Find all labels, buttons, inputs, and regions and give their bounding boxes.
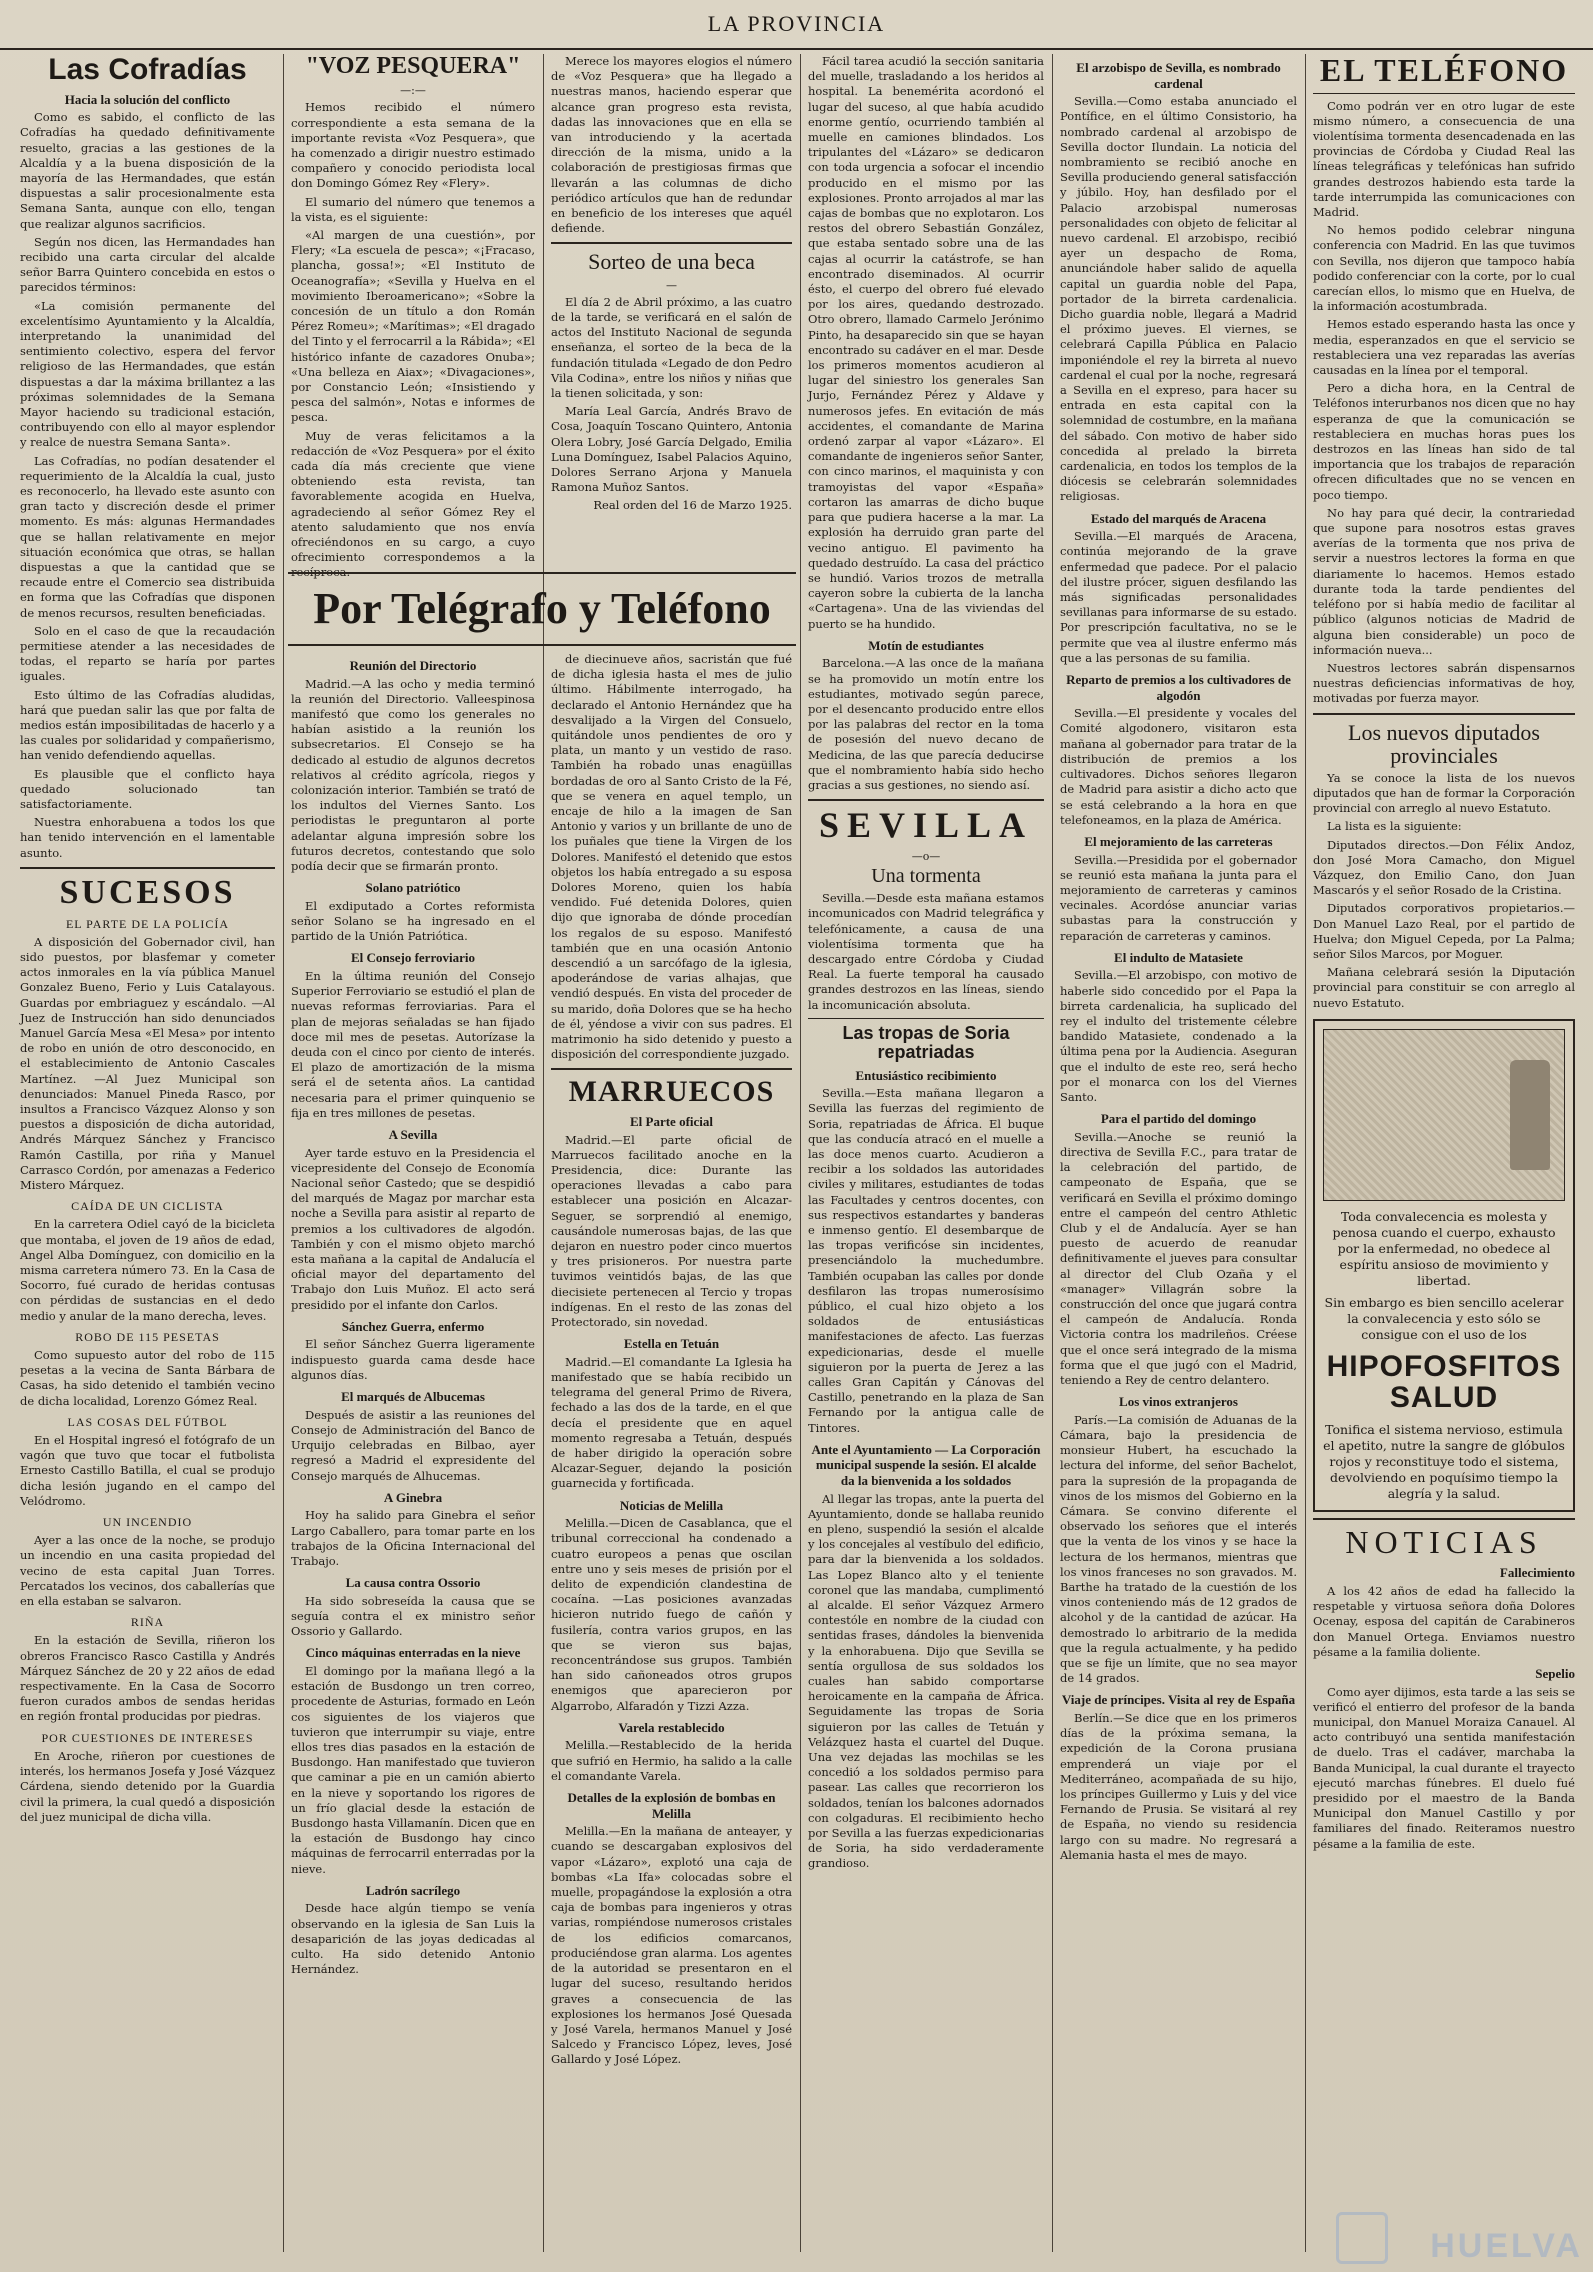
paragraph: Melilla.—En la mañana de anteayer, y cuando se descargaban explosivos del vapor «Lázaro», explotó una caja de bombas «La Ifa» colocadas sobre el muelle, propagándose la explosión a otra caja de bombas para ingenieros y otras varias, rompiéndose numerosos cristales de los edificios comarcanos, produciéndose gran alarma. Los agentes de la autoridad se presentaron en el lugar del suceso, resultando heridos graves a consecuencia de las explosiones los hermanos José Quesada y José Varela, hermanos Manuel y José Salcedo y Francisco López, leves, José Gallardo y José López.: [551, 1824, 792, 2067]
paragraph: Ha sido sobreseída la causa que se seguía contra el ex ministro señor Ossorio y Gallardo.: [291, 1593, 535, 1639]
section-head: Noticias de Melilla: [619, 1497, 724, 1513]
paragraph: Real orden del 16 de Marzo 1925.: [593, 498, 792, 513]
section-head: Para el partido del domingo: [1100, 1111, 1257, 1127]
paragraph: Melilla.—Restablecido de la herida que sufrió en Hermio, ha salido a la calle el comandante Varela.: [551, 1738, 792, 1783]
paragraph: Sevilla.—Esta mañana llegaron a Sevilla las fuerzas del regimiento de Soria, repatriadas de África. El buque que las conducía atracó en el muelle a las doce menos cuarto. Acudieron a recibir a los soldados las autoridades civiles y militares, estudiantes de todas las Facultades y centros docentes, con sus respectivos estandartes y banderas e inmenso gentío. El desembarque de las tropas verificóse sin incidentes, presenciándolo la muchedumbre. También ocupaban las calles por donde desfilaron las tropas numerosísimo público, el cual hizo objeto a los soldados de entusiásticas manifestaciones de afecto. Las fuerzas expedicionarias, desde el muelle siguieron por la puerta de Jerez a las calles Gran Capitán y Cánovas del Castillo, penetrando en la plaza de San Fernando por la antigua calle de Tintores.: [808, 1086, 1044, 1435]
paragraph: Es plausible que el conflicto haya quedado solucionado tan satisfactoriamente.: [20, 766, 275, 812]
column-rule: [1305, 54, 1306, 2252]
headline-voz-pesquera: "VOZ PESQUERA": [305, 53, 521, 79]
section-head: Los vinos extranjeros: [1119, 1394, 1238, 1410]
paragraph: Desde hace algún tiempo se venía observando en la iglesia de San Luis la desaparición de las joyas dedicadas al culto. Ha sido detenido Antonio Hernández.: [291, 1901, 535, 1977]
paragraph: París.—La comisión de Aduanas de la Cámara, bajo la presidencia de monsieur Hubert, ha escuchado la lectura del informe, del señor Bachelot, para la supresión de la propaganda de vinos de los mismos del Gobierno en la Cámara. Se convino diferente el observado los señores que el interés que la venta de los vinos y se hace la lectura de los hermanos, mientras que los vinos franceses no son gravados. M. Barthe ha tratado de la cuestión de los vinos conteniendo más de 12 grados de alcohol y de la cantidad de azúcar. Ha demostrado lo arbitrario de la medida que la regula actualmente, y ha pedido que se fije un límite, que no sea mayor de 14 grados.: [1060, 1412, 1297, 1686]
section-head: LAS COSAS DEL FÚTBOL: [67, 1414, 228, 1429]
section-head: EL PARTE DE LA POLICÍA: [65, 916, 230, 931]
column-rule: [1052, 54, 1053, 2252]
paragraph: Al llegar las tropas, ante la puerta del Ayuntamiento, donde se hallaba reunido en pleno, suspendió la sesión el alcalde y los concejales al vestíbulo del edificio, para dar la bienvenida a los soldados. Las Lopez Blanco alto y el teniente coronel que las mandaba, cumplimentó al alcalde. El señor Vázquez Armero contestóle en nombre de la ciudad con sentidas frases, dándoles la bienvenida y la enhorabuena. Dijo que Sevilla se sentía orgullosa de sus soldados los cuales han sabido comportarse heroicamente en la campaña de África. Seguidamente las tropas de Soria siguieron por las calles de Tetuán y Velázquez hasta el cuartel del Duque. Una vez dejadas las mochilas se les concedió a los soldados permiso para pasear. Las calles que recorrieron los soldados, tenían los balcones adornados con colgaduras. El recibimiento hecho por Sevilla a las fuerzas expedicionarias de Soria, ha sido verdaderamente grandioso.: [808, 1491, 1044, 1871]
section-head: POR CUESTIONES DE INTERESES: [41, 1730, 254, 1745]
ad-text: Toda convalecencia es molesta y penosa cuando el cuerpo, exhausto por la enfermedad, no obedece al espíritu ansioso de movimiento y libertad.: [1332, 1208, 1556, 1288]
headline-telefono: EL TELÉFONO: [1319, 52, 1569, 88]
section-head: UN INCENDIO: [102, 1515, 193, 1530]
paragraph: Ayer a las once de la noche, se produjo un incendio en una casita propiedad del vecino de esta capital Juan Torres. Percatados los vecinos, dos caballerías que en ella estaban se salvaron.: [20, 1533, 275, 1609]
section-head: El indulto de Matasiete: [1114, 949, 1243, 965]
paragraph: Merece los mayores elogios el número de «Voz Pesquera» que ha llegado a nuestras manos, haciendo esperar que alcance gran progreso esta revista, dadas las innovaciones que en ella se van introduciendo y la acertada dirección de la misma, unido a la colaboración de prestigiosas firmas que llevarán a las columnas de dicho periódico artículos que han de redundar en beneficio de los intereses que aquél defiende.: [551, 54, 792, 236]
paragraph: Sevilla.—Presidida por el gobernador se reunió esta mañana la junta para el mejoramiento de carreteras y caminos vecinales. Acordóse anunciar varias subastas para la construcción y reparación de carreteras y caminos.: [1060, 852, 1297, 943]
paragraph: Ayer tarde estuvo en la Presidencia el vicepresidente del Consejo de Economía Nacional señor Castedo; que se despidió del marqués de Magaz por marchar esta noche a Sevilla para asistir al reparto de premios a los cultivadores de algodón. También y con el mismo objeto marchó esta mañana a la capital de Andalucía el oficial mayor del departamento del Trabajo don Luis Muñoz. El acto será presidido por el infante don Carlos.: [291, 1145, 535, 1312]
paragraph: Sevilla.—El presidente y vocales del Comité algodonero, visitaron esta mañana al gobernador para tratar de la distribución de premios a los cultivadores. Dichos señores llegaron de Madrid para asistir a dicho acto que se está celebrando a la hora en que telefoneamos, en la plaza de América.: [1060, 706, 1297, 827]
paragraph: Nuestra enhorabuena a todos los que han tenido intervención en el lamentable asunto.: [20, 815, 275, 860]
paragraph: Pero a dicha hora, en la Central de Teléfonos interurbanos nos dicen que no hay esperanza de que la comunicación se restableciera en muchas horas pues los destrozos en las líneas han sido de tal importancia que los trabajos de reparación ofrecen dificultades que no se vencen en poco tiempo.: [1313, 381, 1575, 502]
paragraph: Como es sabido, el conflicto de las Cofradías ha quedado definitivamente resuelto, gracias a las gestiones de la Alcaldía y a la buena disposición de la mayoría de las Hermandades, que están dispuestas a salir procesionalmente esta Semana Santa, aunque con ello, tengan que realizar algunos sacrificios.: [20, 110, 275, 231]
section-head: Ante el Ayuntamiento — La Corporación municipal suspende la sesión. El alcalde da la bienvenida a los soldados: [811, 1441, 1041, 1488]
bottle-icon: [1510, 1060, 1550, 1170]
section-head: Varela restablecido: [618, 1719, 725, 1735]
column-rule: [283, 54, 284, 2252]
section-head: Sánchez Guerra, enfermo: [341, 1318, 485, 1334]
paragraph: Madrid.—El comandante La Iglesia ha manifestado que se había recibido un telegrama del general Primo de Rivera, fechado a las dos de la tarde, en el que decía el presidente que en aquel momento regresaba a Tetuán, después de haber dirigido la operación sobre Alcazar-Seguer, dejando la posición guarnecida y fortificada.: [551, 1354, 792, 1491]
paragraph: Las Cofradías, no podían desatender el requerimiento de la Alcaldía la cual, justo es reconocerlo, ha llevado este asunto con gran tacto y discreción desde el primer momento. Es más: algunas Hermandades que se hallan relativamente en mejor situación económica que otras, se hallan dispuestas a que la cantidad que se recaude entre el Comercio sea distribuida en forma que las Cofradías que disponen de menos recursos, resulten beneficiadas.: [20, 453, 275, 620]
paragraph: Hemos recibido el número correspondiente a esta semana de la importante revista «Voz Pesquera», que ha comenzado a dirigir nuestro estimado compañero y conocido periodista local don Domingo Gómez Rey «Flery».: [291, 100, 535, 191]
paragraph: Hemos estado esperando hasta las once y media, esperanzados en que el servicio se restableciera una vez reparadas las averías causadas en la línea por el temporal.: [1313, 317, 1575, 378]
column-6: [1313, 54, 1575, 2252]
paragraph: En el Hospital ingresó el fotógrafo de un vagón que tuvo que tocar el futbolista Ernesto Castillo Batilla, el cual se produjo dicha lesión jugando en el campo del Velódromo.: [20, 1433, 275, 1508]
paragraph: No hemos podido celebrar ninguna conferencia con Madrid. En las que tuvimos con Sevilla, nos dijeron que tampoco había podido conferenciar con la corte, por lo cual carecían ellos, lo mismo que en Huelva, de la información acostumbrada.: [1313, 223, 1575, 314]
paragraph: El señor Sánchez Guerra ligeramente indispuesto guarda cama desde hace algunos días.: [291, 1337, 535, 1382]
section-head: Reparto de premios a los cultivadores de algodón: [1066, 672, 1291, 703]
ad-brand: HIPOFOSFITOS SALUD: [1326, 1349, 1562, 1415]
dash-separator: —o—: [911, 849, 941, 863]
paragraph: María Leal García, Andrés Bravo de Cosa, Joaquín Toscano Quintero, Antonia Olera Lobry, José García Delgado, Emilia Luna Domínguez, Isabel Palacios Aquino, Dolores Serrano Arjona y Manuela Ramona Muñoz Santos.: [551, 404, 792, 495]
masthead: [0, 0, 1593, 50]
subhead-conflicto: Hacia la solución del conflicto: [64, 91, 231, 107]
section-head: Reunión del Directorio: [349, 658, 477, 673]
paragraph: de diecinueve años, sacristán que fué de dicha iglesia hasta el mes de julio último. Hábilmente interrogado, ha declarado el Antonio Hernández que ha desvalijado a la Virgen del Consuelo, quitándole unos pendientes de oro y plata, un manto y un vestido de raso. También ha robado unas enagüillas bordadas de oro al Santo Cristo de la Fé, que se venera en aquel templo, un encaje de hilo a la imagen de San Antonio y varios y un brillante de uno de los puñales que tiene la Virgen de los Dolores. Manifestó el detenido que estos objetos los había entregado a su esposa Dolores Moreno, quien los había vendido. Fué detenida Dolores, quien dijo que ignoraba de dónde procedían los regalos de su esposo. Manifestó también que en una ocasión Antonio descendió a un sarcófago de la iglesia, apoderándose de varias alhajas, que vendió después. En vista del proceder de su marido, doña Dolores que se ha hecho de él, yéndose a vivir con sus padres. El matrimonio ha sido detenido y puesto a disposición del correspondiente juzgado.: [551, 652, 792, 1062]
paragraph: El día 2 de Abril próximo, a las cuatro de la tarde, se verificará en el salón de actos del Instituto Nacional de segunda enseñanza, el sorteo de la beca de la fundación titulada «Legado de don Pedro Vila Codina», entre los niños y niñas que la tienen solicitada, y son:: [551, 294, 792, 400]
paragraph: Según nos dicen, las Hermandades han recibido una carta circular del alcalde señor Barra Quintero concebida en estos o parecidos términos:: [20, 234, 275, 295]
paragraph: Nuestros lectores sabrán dispensarnos nuestras deficiencias informativas de hoy, motivadas por fuerza mayor.: [1313, 660, 1575, 706]
divider: [808, 799, 1044, 801]
headline-soria: Las tropas de Soria repatriadas: [842, 1022, 1010, 1062]
column-5: [1060, 54, 1297, 2252]
headline-diputados: Los nuevos diputados provinciales: [1348, 719, 1540, 768]
paragraph: En la estación de Sevilla, riñeron los obreros Francisco Rasco Castilla y Andrés Márquez Sánchez de 20 y 22 años de edad respectivamente. En la Casa de Socorro fueron curados ambos de sendas heridas en región frontal producidas por piedras.: [20, 1633, 275, 1724]
paragraph: Melilla.—Dicen de Casablanca, que el tribunal correccional ha condenado a cuatro europeos a penas que oscilan entre uno y seis meses de prisión por el delito de expendición clandestina de cocaína. —Las posiciones avanzadas hicieron nutrido fuego de cañón y fusilería, contra varios grupos, en las que se vieron sus bajas, reconcentrándose sus grupos. También han sido cañoneados otros grupos enemigos que aparecieron por Algarrobo, Alfaradón y Tizzi Azza.: [551, 1516, 792, 1713]
banner-telegrafo: Por Telégrafo y Teléfono: [288, 572, 796, 646]
paragraph: Sevilla.—Anoche se reunió la directiva de Sevilla F.C., para tratar de la celebración del partido, de campeonato de España, que se verificará en Sevilla el próximo domingo entre el campeón del centro Athletic Club y el de Andalucía. Ayer se han puesto de acuerdo de reanudar definitivamente el jueves para consultar al director del Club Ozaña y el «manager» Villagrán sobre la construcción del once que jugará contra el campeón de Andalucía. Ronda Victoria contra los madrileños. Créese que el once será integrado de la misma forma que el que jugó con el Madrid, teniendo a Rey de centro delantero.: [1060, 1129, 1297, 1387]
headline-sucesos: SUCESOS: [59, 873, 236, 911]
paragraph: A los 42 años de edad ha fallecido la respetable y virtuosa señora doña Dolores Ocenay, esposa del capitán de Carabineros don Manuel Ortega. Enviamos nuestro pésame a la familia doliente.: [1313, 1583, 1575, 1659]
headline-noticias: NOTICIAS: [1345, 1523, 1543, 1560]
section-head: Entusiástico recibimiento: [855, 1067, 997, 1083]
section-head: RIÑA: [130, 1615, 165, 1630]
divider: [20, 867, 275, 869]
paragraph: Fácil tarea acudió la sección sanitaria del muelle, trasladando a los heridos al hospital. La benemérita acordonó el lugar del suceso, al que había acudido enorme gentío, ocurriendo también al muelle en camiones blindados. Los tripulantes del «Lázaro» se dedicaron con toda urgencia a sofocar el incendio producido en el mismo por las explosiones. Pronto arrojados al mar las cajas de bombas que no explotaron. Los restos del obrero Sebastián González, que estaba sentado sobre una de las cajas al ocurrir la catástrofe, se han encontrado diseminados. Al ocurrir ésto, el cuerpo del obrero fué elevado por los aires, quedando destrozado. Otro obrero, llamado Carmelo Jerónimo Pinto, ha desaparecido sin que se hayan encontrado su cadáver en el mar. Desde los primeros momentos acudieron al lugar del siniestro los generales San Jurjo, Fernández Pérez y Aldave y numerosos jefes. En evitación de más accidentes, el comandante de Marina ordenó zarpar al vapor «Lázaro». El comandante de ingenieros señor Santer, con cinco marinos, el maquinista y con tramoyistas del vapor «España» cortaron las amarras de dicho buque para que pudiera hacerse a la mar. La explosión ha derruido gran parte del vecino antiguo. El pavimento ha quedado destruído. La casa del práctico se hundió. Varios trozos de metralla cayeron sobre la cubierta de la lancha «Cartagena». Una de las viviendas del puerto se ha hundido.: [808, 54, 1044, 631]
section-head: Viaje de príncipes. Visita al rey de España: [1061, 1692, 1296, 1708]
column-rule: [543, 54, 544, 2252]
paragraph: «La comisión permanente del excelentísimo Ayuntamiento y la Alcaldía, interpretando la unanimidad del sentimiento colectivo, espera del fervor religioso de las Hermandades, que están dispuestas a dar la máxima brillantez a las próximas solemnidades de la Semana Mayor haciendo su tradicional estación, contribuyendo con ello al mayor esplendor y realce de nuestra Semana Santa».: [20, 298, 275, 450]
ad-illustration: [1323, 1029, 1565, 1201]
column-3-bottom: [551, 652, 792, 2252]
paragraph: Sevilla.—Como estaba anunciado el Pontífice, en el último Consistorio, ha nombrado cardenal al arzobispo de Sevilla doctor Ilundain. La noticia del nombramiento se recibió anoche en Sevilla produciendo general satisfacción y júbilo. Hoy, han desfilado por el Palacio arzobispal numerosas personalidades con objeto de felicitar al nuevo cardenal. El arzobispo, recibió ayer un despacho de Roma, anunciándole haber salido de aquella capital un guardia noble del Papa, portador de la birreta cardenalicia. Dicho guardia noble, llegará a Madrid el próximo jueves. El viernes, se celebrará Capilla Pública en Palacio imponiéndole el rey la birreta al nuevo cardenal el cual por la noche, regresará a Sevilla en el expreso, para hacer su entrada en esta capital con la solemnidad de costumbre, en la mañana del sábado. Con motivo de haber sido concedida al prelado la birreta cardenalicia, en todos los templos de la diócesis se celebrarán solemnidades religiosas.: [1060, 94, 1297, 504]
column-3-top: [551, 54, 792, 564]
section-head: Cinco máquinas enterradas en la nieve: [305, 1645, 521, 1661]
paragraph: El exdiputado a Cortes reformista señor Solano se ha ingresado en el partido de la Unión Patriótica.: [291, 898, 535, 944]
section-head: ROBO DE 115 PESETAS: [75, 1329, 220, 1344]
section-head: El Consejo ferroviario: [351, 950, 475, 966]
column-2-top: [291, 53, 535, 580]
paragraph: Solo en el caso de que la recaudación permitiese atender a las necesidades de todas, el reparto se haría por partes iguales.: [20, 623, 275, 684]
archive-watermark: HUELVA: [1430, 2227, 1583, 2265]
headline-marruecos: MARRUECOS: [568, 1075, 775, 1109]
section-head: A Sevilla: [388, 1127, 438, 1143]
column-2-bottom: [291, 652, 535, 2252]
headline-sorteo: Sorteo de una beca: [588, 249, 755, 275]
paragraph: Barcelona.—A las once de la mañana se ha promovido un motín entre los estudiantes, motivado según parece, por el desencanto producido entre ellos por las palabras del rector en la toma de posesión del nuevo decano de Medicina, de las que parecía deducirse que el nombramiento había sido hecho gracias a sus gestiones, no siendo así.: [808, 656, 1044, 792]
paragraph: Como ayer dijimos, esta tarde a las seis se verificó el entierro del profesor de la banda municipal, don Manuel Moraiza Canauel. Al acto contribuyó una sentida manifestación de duelo. Tras el cadáver, marchaba la Banda Municipal, la cual durante el trayecto ejecutó marchas fúnebres. El duelo fué presidido por el maestro de la Banda Municipal don Manuel Castillo y por familiares del finado. Reiteramos nuestro pésame a la familia de este.: [1313, 1684, 1575, 1851]
section-head: A Ginebra: [383, 1489, 443, 1505]
dash-separator: —: [666, 278, 677, 292]
headline-sevilla: SEVILLA: [818, 805, 1034, 846]
paragraph: En Aroche, riñeron por cuestiones de interés, los hermanos Josefa y José Vázquez Cárdena, siendo detenido por la Guardia civil la primera, la cual quedó a disposición del juez municipal de dicha villa.: [20, 1748, 275, 1824]
headline-cofradias: Las Cofradías: [48, 53, 247, 86]
paragraph: Berlín.—Se dice que en los primeros días de la próxima semana, la expedición de la Corona prusiana emprenderá un viaje por el Mediterráneo, acompañada de su hijo, los príncipes Guillermo y Luis y del vice Fernando de Prusia. Se visitará al rey de España, no viendo su residencia largo con su madre. No regresará a Alemania hasta el mes de mayo.: [1060, 1711, 1297, 1862]
paragraph: Hoy ha salido para Ginebra el señor Largo Caballero, para tomar parte en los trabajos de la Oficina Internacional del Trabajo.: [291, 1508, 535, 1568]
divider: [551, 1068, 792, 1070]
paragraph: Ya se conoce la lista de los nuevos diputados que han de formar la Corporación provincial con arreglo al nuevo Estatuto.: [1313, 770, 1575, 816]
paragraph: Madrid.—El parte oficial de Marruecos facilitado anoche en la Presidencia, dice: Durante las operaciones llevadas a cabo para establecer una posición en Alcazar-Seguer, se sorprendió al enemigo, causándole numerosas bajas, de las que dejaron en nuestro poder cinco muertos y tres prisioneros. Por nuestra parte tuvimos veintidós bajas, de las que diecisiete pertenecen al Tercio y tropas indígenas. En el resto de las zonas del Protectorado, sin novedad.: [551, 1132, 792, 1330]
paragraph: Como supuesto autor del robo de 115 pesetas a la vecina de Santa Bárbara de Casas, ha sido detenido el también vecino de dicha localidad, Lorenzo Gómez Real.: [20, 1348, 275, 1408]
section-head: Solano patriótico: [365, 880, 461, 896]
paragraph: Como podrán ver en otro lugar de este mismo número, a consecuencia de una violentísima tormenta desencadenada en las provincias de Córdoba y Ciudad Real las líneas telegráficas y telefónicas han sufrido grandes destrozos habiendo esta tarde la tarde interrumpida las comunicaciones con Madrid.: [1313, 98, 1575, 220]
paragraph: La lista es la siguiente:: [1327, 819, 1462, 834]
paragraph: «Al margen de una cuestión», por Flery; «La escuela de pesca»; «¡Fracaso, plancha, gossa!»; «El Instituto de Oceanografía»; «Sevilla y Huelva en el movimiento Iberoamericano»; «Sobre la concesión de un título a don Román Pérez Romeu»; «Marítimas»; «El dragado del Tinto y el ferrocarril a la Rábida»; «El histórico infante de cazadores Onuba»; «Una belleza en Aiax»; «Divagaciones», por Constancio León; «Insistiendo y pesca del salmón», Notas e informes de pesca.: [291, 228, 535, 425]
masthead-title: LA PROVINCIA: [707, 11, 886, 36]
archive-seal-icon: [1336, 2212, 1388, 2264]
paragraph: Diputados corporativos propietarios.—Don Manuel Lazo Real, por el partido de Huelva; don Miguel Cepeda, por La Palma; señor Silos Marcos, por Moguer.: [1313, 901, 1575, 961]
paragraph: Madrid.—A las ocho y media terminó la reunión del Directorio. Valleespinosa manifestó que como los generales no habían asistido a la reunión los subsecretarios. El Consejo se ha dedicado al estudio de algunos decretos relativos al crédito agrícola, riegos y colonización interior. También se trató de los indultos del Viernes Santo. Los periodistas le preguntaron al porte adelantar alguna impresión sobre los futuros decretos, contestando que solo podía decir que se firmarán pronto.: [291, 676, 535, 874]
section-head: El mejoramiento de las carreteras: [1084, 833, 1273, 849]
column-4: [808, 54, 1044, 2252]
section-head: Ladrón sacrílego: [365, 1882, 461, 1898]
divider: [1313, 93, 1575, 94]
paragraph: A disposición del Gobernador civil, han sido puestos, por blasfemar y cometer actos inmorales en la vía pública Manuel Gonzalez Bueno, Ferio y Luis Catalayous. Guardas por embriaguez y escándalo. —Al Juez de Instrucción han sido denunciados Manuel García Mesa «El Mesa» por intento de robo en unión de otro desconocido, en el establecimiento de Antonio Cascales Martínez. —Al Juez Municipal son denunciados: Manuel Pineda Rasco, por insultos a Francisco Vázquez Alonso y son puestos a disposición de dicha autoridad, Andrés Márquez Sánchez y Francisco Ramón Castilla, por riña y Manuel Carrasco Cordón, por amenazas a Federico Mistero Márquez.: [20, 934, 275, 1192]
paragraph: Mañana celebrará sesión la Diputación provincial para constituir se con arreglo al nuevo Estatuto.: [1313, 965, 1575, 1010]
section-head: CAÍDA DE UN CICLISTA: [71, 1199, 224, 1214]
section-head: La causa contra Ossorio: [345, 1575, 481, 1591]
paragraph: En la carretera Odiel cayó de la bicicleta que montaba, el joven de 19 años de edad, Angel Alba Domínguez, con domicilio en la misma carretera número 73. En la Casa de Socorro, fué curado de heridas contusas con pérdidas de sustancias en el dedo medio y anular de la mano derecha, leves.: [20, 1217, 275, 1323]
paragraph: Sevilla.—El marqués de Aracena, continúa mejorando de la grave enfermedad que padece. Por el palacio del ilustre prócer, siguen desfilando las más significadas personalidades sevillanas para informarse de su estado. Por prescripción facultativa, no se le permite que vea al ilustre enfermo más que a las personas de su familia.: [1060, 529, 1297, 665]
section-head: El marqués de Albucemas: [341, 1389, 485, 1405]
divider: [1313, 713, 1575, 715]
ad-text: Tonifica el sistema nervioso, estimula el apetito, nutre la sangre de glóbulos rojos y reconstituye todo el sistema, devolviendo en poquísimo tiempo la alegría y la salud.: [1323, 1421, 1565, 1501]
ad-text: Sin embargo es bien sencillo acelerar la convalecencia y esto sólo se consigue con el uso de los: [1324, 1294, 1564, 1342]
section-head: Fallecimiento: [1499, 1565, 1575, 1581]
paragraph: En la última reunión del Consejo Superior Ferroviario se estudió el plan de nuevas reformas ferroviarias. Para el plan de mejoras señaladas se han fijado doce mil mes de pesetas. Autorízase la deuda con el cinco por ciento de interés. El plazo de amortización de la misma será el de setenta años. La cantidad necesaria para el primer quinquenio se fija en tres millones de pesetas.: [291, 969, 535, 1120]
divider: [551, 242, 792, 244]
paragraph: Esto último de las Cofradías aludidas, hará que puedan salir las que por falta de medios están imposibilitadas de hacerlo y a las cuales por solidaridad y compañerismo, han venido defendiendo aquellas.: [20, 687, 275, 763]
section-head: Detalles de la explosión de bombas en Melilla: [567, 1790, 776, 1821]
paragraph: Sevilla.—Desde esta mañana estamos incomunicados con Madrid telegráfica y telefónicamente, a causa de una violentísima tormenta que ha descargado entre Córdoba y Ciudad Real. La fuerte temporal ha causado grandes destrozos en las líneas, siendo la incomunicación absoluta.: [808, 891, 1044, 1012]
column-rule: [800, 54, 801, 2252]
paragraph: El sumario del número que tenemos a la vista, es el siguiente:: [291, 194, 535, 224]
dash-separator: —:—: [400, 84, 426, 98]
section-head: El Parte oficial: [629, 1113, 714, 1129]
advertisement-hipofosfitos: [1313, 1019, 1575, 1512]
divider: [808, 1018, 1044, 1019]
headline-tormenta: Una tormenta: [871, 865, 981, 888]
section-head: Sepelio: [1535, 1665, 1575, 1681]
paragraph: No hay para qué decir, la contrariedad que supone para nosotros estas graves averías de la tormenta que nos priva de servir a nuestros lectores la forma en que diariamente lo hacemos. Hemos estado durante toda la tarde pendientes del teléfono por si había medio de facilitar al público (algunos noticias de Madrid de alguna bien considerable) un poco de información nueva...: [1313, 505, 1575, 657]
section-head: Estado del marqués de Aracena: [1090, 510, 1267, 526]
paragraph: Sevilla.—El arzobispo, con motivo de haberle sido concedido por el Papa la birreta cardenalicia, ha suplicado del rey el indulto del tristemente célebre bandido Matasiete, condenado a la última pena por la Audiencia. Aseguran que el indulto de este reo, será hecho por el monarca con los del Viernes Santo.: [1060, 968, 1297, 1104]
paragraph: Diputados directos.—Don Félix Andoz, don José Mora Camacho, don Miguel Vázquez, don Emilio Cano, don Juan Mascarós y el señor Rosado de la Cristina.: [1313, 837, 1575, 898]
paragraph: El domingo por la mañana llegó a la estación de Busdongo un tren correo, procedente de Asturias, formado en León cos siguientes de los viajeros que tuvieron que interrumpir su viaje, entre ellos tres dias pasados en la estación de Busdongo. Han manifestado que tuvieron que caminar a pie en un camión abierto en la nieve y soportando los rigores de un frío glacial desde la estación de Busdongo hasta Villamanín. Dicen que en la estación de Busdongo hay cinco máquinas de ferrocarril enterradas por la nieve.: [291, 1663, 535, 1876]
section-head: El arzobispo de Sevilla, es nombrado cardenal: [1076, 60, 1281, 91]
paragraph: Después de asistir a las reuniones del Consejo de Administración del Banco de Urquijo celebradas en Bilbao, ayer regresó a Madrid el expresidente del Consejo marqués de Alhucemas.: [291, 1407, 535, 1483]
column-1: [20, 54, 275, 2252]
section-head: Estella en Tetuán: [623, 1336, 720, 1352]
paragraph: Muy de veras felicitamos a la redacción de «Voz Pesquera» por el éxito cada día más creciente que viene obteniendo esta revista, tan favorablemente acogida en Huelva, agradeciendo al señor Gómez Rey el atento saludamiento que nos envía ofreciéndonos en su cargo, a cuyo ofrecimiento correspondemos a la recíproca.: [291, 428, 535, 580]
divider: [1313, 1518, 1575, 1520]
section-head: Motín de estudiantes: [868, 637, 984, 653]
